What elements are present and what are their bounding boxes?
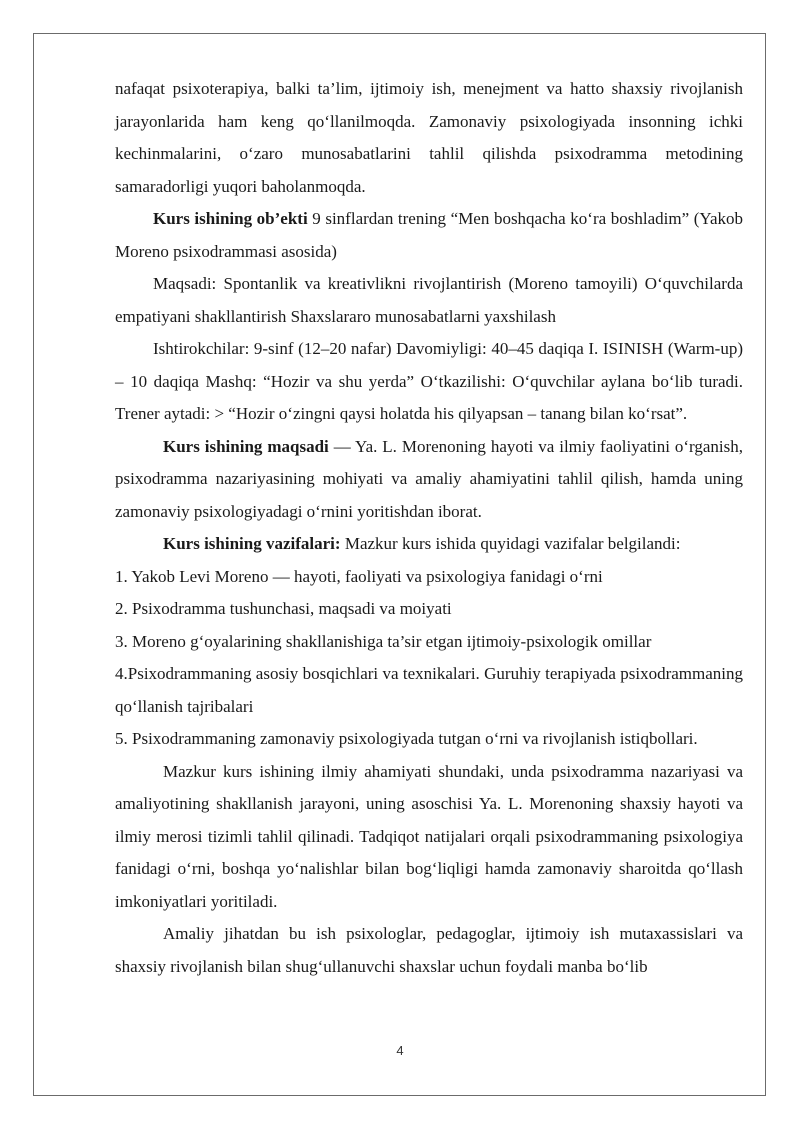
paragraph-participants: Ishtirokchilar: 9-sinf (12–20 nafar) Davomiyligi: 40–45 daqiqa I. ISINISH (Warm-up) – 10 daqiqa Mashq: “Hozir va shu yerda” O‘tkazilishi: O‘quvchilar aylana bo‘lib turadi. Trener aytadi: > “Hozir o‘zingni qaysi holatda his qilyapsan – tanang bilan ko‘rsat”. (115, 339, 743, 423)
list-item: 3. Moreno g‘oyalarining shakllanishiga ta’sir etgan ijtimoiy-psixologik omillar (115, 631, 652, 651)
list-item: 1. Yakob Levi Moreno — hayoti, faoliyati va psixologiya fanidagi o‘rni (115, 566, 603, 586)
purpose-heading: Kurs ishining maqsadi (163, 436, 329, 456)
object-text: 9 sinflardan trening “Men boshqacha ko‘ra boshladim” (Yakob Moreno psixodrammasi asosida) (115, 209, 743, 261)
paragraph-intro-continuation: nafaqat psixoterapiya, balki ta’lim, ijtimoiy ish, menejment va hatto shaxsiy rivojlanish jarayonlarida ham keng qo‘llanilmoqda. Zamonaviy psixologiyada insonning ichki kechinmalarini, o‘zaro munosabatlarini tahlil qilishda psixodramma metodining samaradorligi yuqori baholanmoqda. (115, 79, 743, 196)
paragraph-tasks (115, 528, 743, 561)
purpose-text: — Ya. L. Morenoning hayoti va ilmiy faoliyatini o‘rganish, psixodramma nazariyasining mohiyati va amaliy ahamiyatini tahlil qilish, hamda uning zamonaviy psixologiyadagi o‘rnini yoritishdan iborat. (115, 436, 743, 521)
list-item: 5. Psixodrammaning zamonaviy psixologiyada tutgan o‘rni va rivojlanish istiqbollari. (115, 729, 698, 748)
tasks-heading: Kurs ishining vazifalari: (163, 534, 341, 553)
paragraph-purpose (115, 431, 743, 529)
paragraph-goal: Maqsadi: Spontanlik va kreativlikni rivojlantirish (Moreno tamoyili) O‘quvchilarda empatiyani shakllantirish Shaxslararo munosabatlarni yaxshilash (115, 274, 743, 326)
document-body (115, 73, 743, 983)
object-heading: Kurs ishining ob’ekti (153, 209, 308, 228)
list-item: 4.Psixodrammaning asosiy bosqichlari va texnikalari. Guruhiy terapiyada psixodrammaning qo‘llanish tajribalari (115, 664, 743, 716)
paragraph-object (115, 203, 743, 268)
list-item: 2. Psixodramma tushunchasi, maqsadi va moiyati (115, 599, 452, 618)
page-number: 4 (396, 1043, 404, 1058)
tasks-text: Mazkur kurs ishida quyidagi vazifalar belgilandi: (340, 534, 681, 553)
paragraph-practical-significance: Amaliy jihatdan bu ish psixologlar, pedagoglar, ijtimoiy ish mutaxassislari va shaxsiy rivojlanish bilan shug‘ullanuvchi shaxslar uchun foydali manba bo‘lib (115, 924, 743, 976)
paragraph-scientific-significance: Mazkur kurs ishining ilmiy ahamiyati shundaki, unda psixodramma nazariyasi va amaliyotining shakllanish jarayoni, uning asoschisi Ya. L. Morenoning shaxsiy hayoti va ilmiy merosi tizimli tahlil qilinadi. Tadqiqot natijalari orqali psixodrammaning psixologiya fanidagi o‘rni, boshqa yo‘nalishlar bilan bog‘liqligi hamda zamonaviy sharoitda qo‘llash imkoniyatlari yoritiladi. (115, 761, 743, 911)
